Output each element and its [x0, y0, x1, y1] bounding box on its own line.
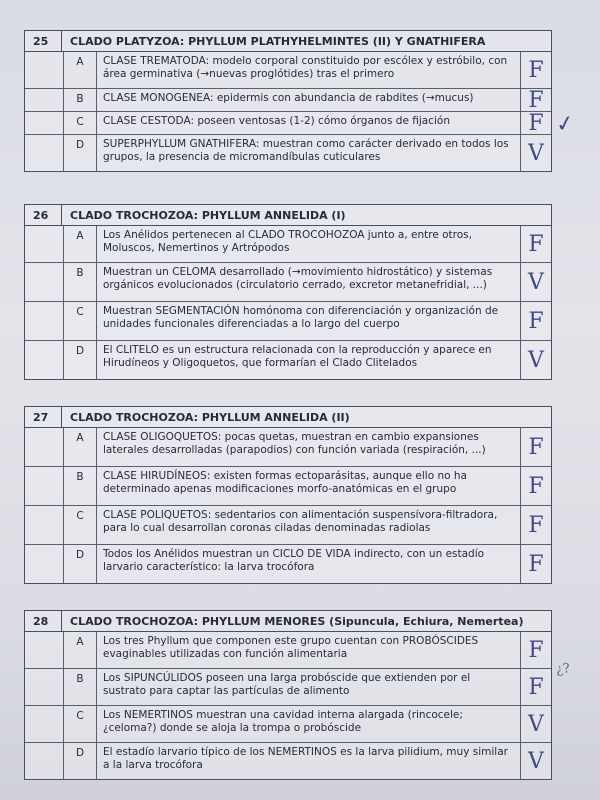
option-text: CLASE OLIGOQUETOS: pocas quetas, muestran en cambio expansiones laterales desarrolladas (parapodios) con función variada (respiración, ...) — [103, 431, 486, 456]
option-text: Los SIPUNCÚLIDOS poseen una larga probóscide que extienden por el sustrato para captar las partículas de alimento — [103, 672, 471, 697]
question-number: 25 — [33, 34, 49, 48]
option-letter: B — [63, 467, 97, 505]
question-header — [25, 407, 551, 428]
answer-mark: F — [520, 428, 551, 466]
option-text: Los tres Phyllum que componen este grupo cuentan con PROBÓSCIDES evaginables utilizadas con función alimentaria — [103, 635, 479, 660]
question-number: 26 — [33, 208, 49, 222]
question-title: CLADO TROCHOZOA: PHYLLUM ANNELIDA (I) — [61, 205, 551, 225]
option-row — [25, 669, 551, 706]
question-header — [25, 31, 551, 52]
option-text: Muestran SEGMENTACIÓN homónoma con diferenciación y organización de unidades funcionales diferenciadas a lo largo del cuerpo — [103, 305, 499, 330]
answer-mark: F — [520, 669, 551, 705]
answer-mark: F — [520, 302, 551, 340]
option-row — [25, 112, 551, 135]
option-letter: B — [63, 263, 97, 301]
option-row — [25, 89, 551, 112]
answer-mark: F — [520, 467, 551, 505]
option-text: El estadío larvario típico de los NEMERTINOS es la larva pilidium, muy similar a la larva trocófora — [103, 746, 508, 771]
option-row — [25, 706, 551, 743]
question-title: CLADO TROCHOZOA: PHYLLUM ANNELIDA (II) — [61, 407, 551, 427]
check-mark-icon: ✓ — [553, 110, 577, 139]
option-text: Muestran un CELOMA desarrollado (→movimiento hidrostático) y sistemas orgánicos evolucionados (circulatorio cerrado, excretor metanefridial, ...) — [103, 266, 493, 291]
option-letter: D — [63, 341, 97, 379]
option-letter: B — [63, 669, 97, 705]
option-row — [25, 226, 551, 263]
option-letter: B — [63, 89, 97, 111]
question-title: CLADO TROCHOZOA: PHYLLUM MENORES (Sipuncula, Echiura, Nemertea) — [61, 611, 551, 631]
answer-mark: F — [520, 506, 551, 544]
option-row — [25, 135, 551, 171]
question-28 — [24, 610, 552, 780]
option-row — [25, 743, 551, 779]
option-letter: A — [63, 226, 97, 262]
option-text: Los Anélidos pertenecen al CLADO TROCOHOZOA junto a, entre otros, Moluscos, Nemertinos y Artrópodos — [103, 229, 472, 254]
margin-note: ¿? — [555, 661, 571, 678]
answer-mark: F — [520, 89, 551, 111]
option-text: CLASE POLIQUETOS: sedentarios con alimentación suspensívora-filtradora, para lo cual desarrollan coronas ciladas denominadas radiolas — [103, 509, 498, 534]
answer-mark: V — [520, 743, 551, 779]
option-text: Todos los Anélidos muestran un CICLO DE VIDA indirecto, con un estadío larvario característico: la larva trocófora — [103, 548, 485, 573]
option-text: CLASE CESTODA: poseen ventosas (1-2) cómo órganos de fijación — [103, 115, 450, 127]
option-letter: A — [63, 52, 97, 88]
option-row — [25, 52, 551, 89]
option-letter: C — [63, 302, 97, 340]
question-number: 28 — [33, 614, 49, 628]
option-letter: A — [63, 632, 97, 668]
option-text: CLASE MONOGENEA: epidermis con abundancia de rabdites (→mucus) — [103, 92, 474, 104]
option-row — [25, 467, 551, 506]
option-letter: D — [63, 135, 97, 171]
answer-mark: F — [520, 545, 551, 583]
option-letter: D — [63, 743, 97, 779]
question-header — [25, 205, 551, 226]
answer-mark: F — [520, 226, 551, 262]
option-text: Los NEMERTINOS muestran una cavidad interna alargada (rincocele; ¿celoma?) donde se aloja la trompa o probóscide — [103, 709, 463, 734]
answer-mark: V — [520, 135, 551, 171]
option-text: CLASE TREMATODA: modelo corporal constituido por escólex y estróbilo, con área germinativa (→nuevas proglótides) tras el primero — [103, 55, 508, 80]
answer-mark: F — [520, 112, 551, 134]
question-title: CLADO PLATYZOA: PHYLLUM PLATHYHELMINTES (II) Y GNATHIFERA — [61, 31, 551, 51]
option-letter: A — [63, 428, 97, 466]
option-row — [25, 341, 551, 379]
option-text: El CLITELO es un estructura relacionada con la reproducción y aparece en Hirudíneos y Oligoquetos, que formarían el Clado Clitelados — [103, 344, 492, 369]
option-row — [25, 428, 551, 467]
option-text: SUPERPHYLLUM GNATHIFERA: muestran como carácter derivado en todos los grupos, la presencia de micromandíbulas cuticulares — [103, 138, 509, 163]
option-row — [25, 545, 551, 583]
question-25 — [24, 30, 552, 172]
option-letter: C — [63, 112, 97, 134]
answer-mark: V — [520, 263, 551, 301]
option-row — [25, 263, 551, 302]
answer-mark: F — [520, 632, 551, 668]
option-row — [25, 632, 551, 669]
option-letter: C — [63, 506, 97, 544]
option-letter: D — [63, 545, 97, 583]
answer-mark: F — [520, 52, 551, 88]
option-row — [25, 302, 551, 341]
question-header — [25, 611, 551, 632]
question-26 — [24, 204, 552, 380]
question-number: 27 — [33, 410, 49, 424]
option-letter: C — [63, 706, 97, 742]
question-27 — [24, 406, 552, 584]
option-text: CLASE HIRUDÍNEOS: existen formas ectoparásitas, aunque ello no ha determinado apenas modificaciones morfo-anatómicas en el grupo — [103, 470, 467, 495]
answer-mark: V — [520, 341, 551, 379]
option-row — [25, 506, 551, 545]
answer-mark: V — [520, 706, 551, 742]
